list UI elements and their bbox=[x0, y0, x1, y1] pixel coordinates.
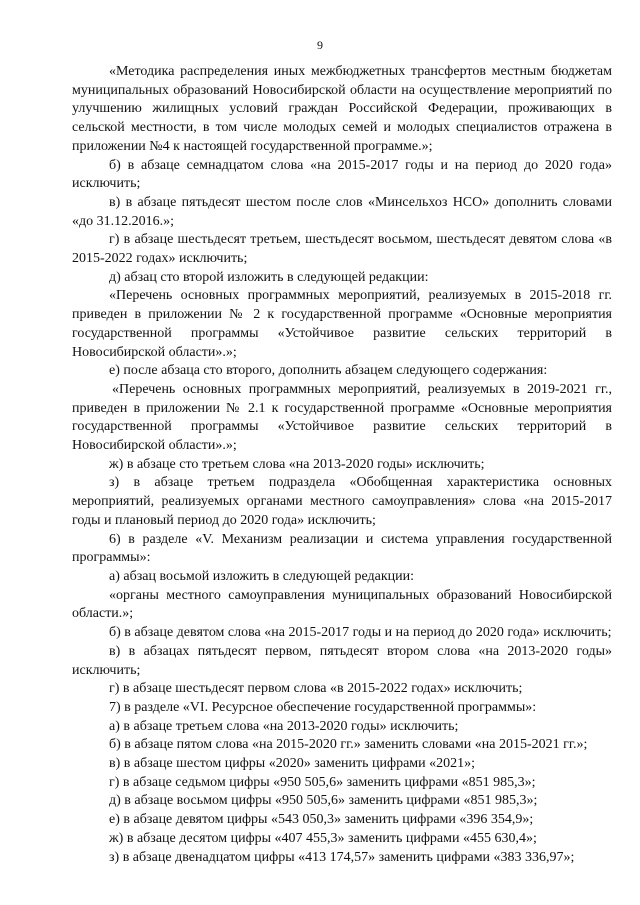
paragraph: 7) в разделе «VI. Ресурсное обеспечение государственной программы»: bbox=[109, 699, 537, 715]
paragraph: е) в абзаце девятом цифры «543 050,3» заменить цифрами «396 354,9»; bbox=[109, 812, 534, 828]
paragraph: «органы местного самоуправления муниципальных образований Новосибирской области.»; bbox=[72, 587, 612, 622]
paragraph: д) абзац сто второй изложить в следующей редакции: bbox=[109, 269, 429, 285]
paragraph: ж) в абзаце десятом цифры «407 455,3» заменить цифрами «455 630,4»; bbox=[109, 830, 537, 846]
paragraph: г) в абзаце шестьдесят третьем, шестьдесят восьмом, шестьдесят девятом слова «в 2015-2022 годах» исключить; bbox=[72, 232, 612, 267]
paragraph: г) в абзаце шестьдесят первом слова «в 2015-2022 годах» исключить; bbox=[109, 681, 523, 697]
paragraph: в) в абзаце пятьдесят шестом после слов «Минсельхоз НСО» дополнить словами «до 31.12.2016.»; bbox=[72, 194, 612, 229]
paragraph: з) в абзаце двенадцатом цифры «413 174,57» заменить цифрами «383 336,97»; bbox=[109, 849, 575, 865]
paragraph: 6) в разделе «V. Механизм реализации и система управления государственной программы»: bbox=[72, 531, 612, 566]
paragraph: б) в абзаце семнадцатом слова «на 2015-2017 годы и на период до 2020 года» исключить; bbox=[72, 157, 612, 192]
page-number: 9 bbox=[317, 38, 323, 52]
paragraph: в) в абзаце шестом цифры «2020» заменить цифрами «2021»; bbox=[109, 756, 476, 772]
paragraph: з) в абзаце третьем подраздела «Обобщенная характеристика основных мероприятий, реализуемых органами местного самоуправления» слова «на 2015-2017 годы и плановый период до 2020 года» исключить; bbox=[72, 475, 612, 528]
paragraph: «Перечень основных программных мероприятий, реализуемых в 2019-2021 гг., приведен в приложении № 2.1 к государственной программе «Основные мероприятия государственной программы «Устойчивое развитие сельских территорий в Новосибирской области».»; bbox=[72, 381, 612, 454]
paragraph: «Перечень основных программных мероприятий, реализуемых в 2015-2018 гг. приведен в приложении № 2 к государственной программе «Основные мероприятия государственной программы «Устойчивое развитие сельских территорий в Новосибирской области».»; bbox=[72, 288, 612, 360]
paragraph: е) после абзаца сто второго, дополнить абзацем следующего содержания: bbox=[109, 363, 548, 379]
document-body bbox=[72, 63, 612, 867]
paragraph: б) в абзаце пятом слова «на 2015-2020 гг.» заменить словами «на 2015-2021 гг.»; bbox=[109, 737, 588, 753]
paragraph: «Методика распределения иных межбюджетных трансфертов местным бюджетам муниципальных образований Новосибирской области на осуществление мероприятий по улучшению жилищных условий граждан Российской Федерации, проживающих в сельской местности, в том числе молодых семей и молодых специалистов отражена в приложении №4 к настоящей государственной программе.»; bbox=[72, 64, 612, 154]
paragraph: д) в абзаце восьмом цифры «950 505,6» заменить цифрами «851 985,3»; bbox=[109, 793, 538, 809]
paragraph: а) в абзаце третьем слова «на 2013-2020 годы» исключить; bbox=[109, 718, 459, 734]
paragraph: в) в абзацах пятьдесят первом, пятьдесят втором слова «на 2013-2020 годы» исключить; bbox=[72, 643, 612, 678]
paragraph: а) абзац восьмой изложить в следующей редакции: bbox=[109, 568, 415, 584]
paragraph: б) в абзаце девятом слова «на 2015-2017 годы и на период до 2020 года» исключить; bbox=[109, 625, 612, 641]
paragraph: ж) в абзаце сто третьем слова «на 2013-2020 годы» исключить; bbox=[109, 456, 485, 472]
paragraph: г) в абзаце седьмом цифры «950 505,6» заменить цифрами «851 985,3»; bbox=[109, 774, 536, 790]
